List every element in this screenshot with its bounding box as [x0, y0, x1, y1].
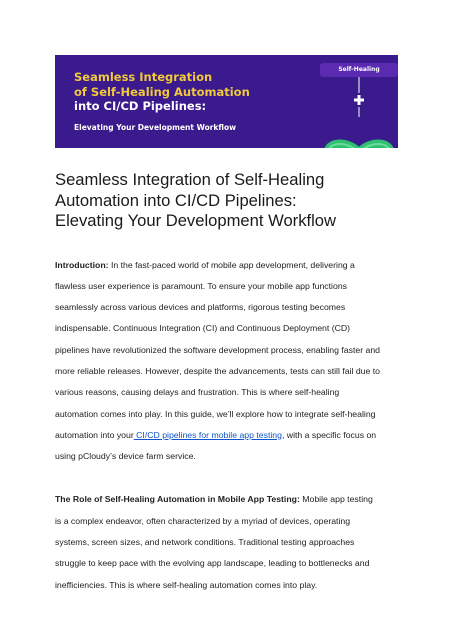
text-line: pipelines have revolutionized the software development process, enabling faster and	[55, 344, 381, 355]
text-run: , with a specific focus on	[281, 429, 377, 440]
role-paragraph	[55, 489, 400, 595]
text-run: Mobile app testing	[299, 494, 373, 505]
loop-illustration	[320, 135, 398, 148]
text-line: indispensable. Continuous Integration (CI) and Continuous Deployment (CD)	[55, 323, 351, 334]
role-label: The Role of Self-Healing Automation in Mobile App Testing:	[55, 494, 300, 505]
text-line: more reliable releases. However, despite the advancements, tests can still fail due to	[55, 365, 380, 376]
title-line: Seamless Integration of Self-Healing	[55, 170, 325, 189]
self-healing-badge: Self-Healing	[320, 63, 398, 77]
text-line: systems, screen sizes, and network conditions. Traditional testing approaches	[55, 537, 355, 548]
text-line: automation comes into play. In this guide, we’ll explore how to integrate self-healing	[55, 408, 376, 419]
text-line: is a complex endeavor, often characterized by a myriad of devices, operating	[55, 515, 351, 526]
intro-paragraph	[55, 255, 400, 468]
text-line: various reasons, causing delays and frustration. This is where self-healing	[55, 387, 340, 398]
title-line: Elevating Your Development Workflow	[55, 211, 337, 230]
article-body	[55, 170, 400, 596]
ci-cd-pipelines-link[interactable]: CI/CD pipelines for mobile app testing	[133, 429, 282, 440]
text-line	[55, 425, 400, 446]
page-title	[55, 170, 400, 232]
text-run: automation into your	[55, 429, 134, 440]
text-line: struggle to keep pace with the evolving app landscape, leading to bottlenecks and	[55, 558, 370, 569]
text-line: using pCloudy’s device farm service.	[55, 451, 196, 462]
text-line: flawless user experience is paramount. To ensure your mobile app functions	[55, 280, 347, 291]
banner-title-line: of Self-Healing Automation	[74, 84, 250, 99]
banner-title	[74, 70, 250, 114]
intro-label: Introduction:	[55, 259, 109, 270]
text-line	[55, 489, 400, 510]
hero-banner	[55, 55, 398, 148]
text-line: inefficiencies. This is where self-healing automation comes into play.	[55, 579, 318, 590]
connector-line	[357, 77, 361, 117]
text-line: seamlessly across various devices and platforms, rigorous testing becomes	[55, 302, 346, 313]
banner-title-line: into CI/CD Pipelines:	[74, 99, 207, 113]
text-run: In the fast-paced world of mobile app development, delivering a	[108, 259, 355, 270]
text-line	[55, 255, 400, 276]
banner-subtitle: Elevating Your Development Workflow	[74, 123, 237, 132]
banner-title-line: Seamless Integration	[74, 70, 213, 84]
title-line: Automation into CI/CD Pipelines:	[55, 190, 297, 210]
infinity-loop-icon	[328, 144, 390, 148]
